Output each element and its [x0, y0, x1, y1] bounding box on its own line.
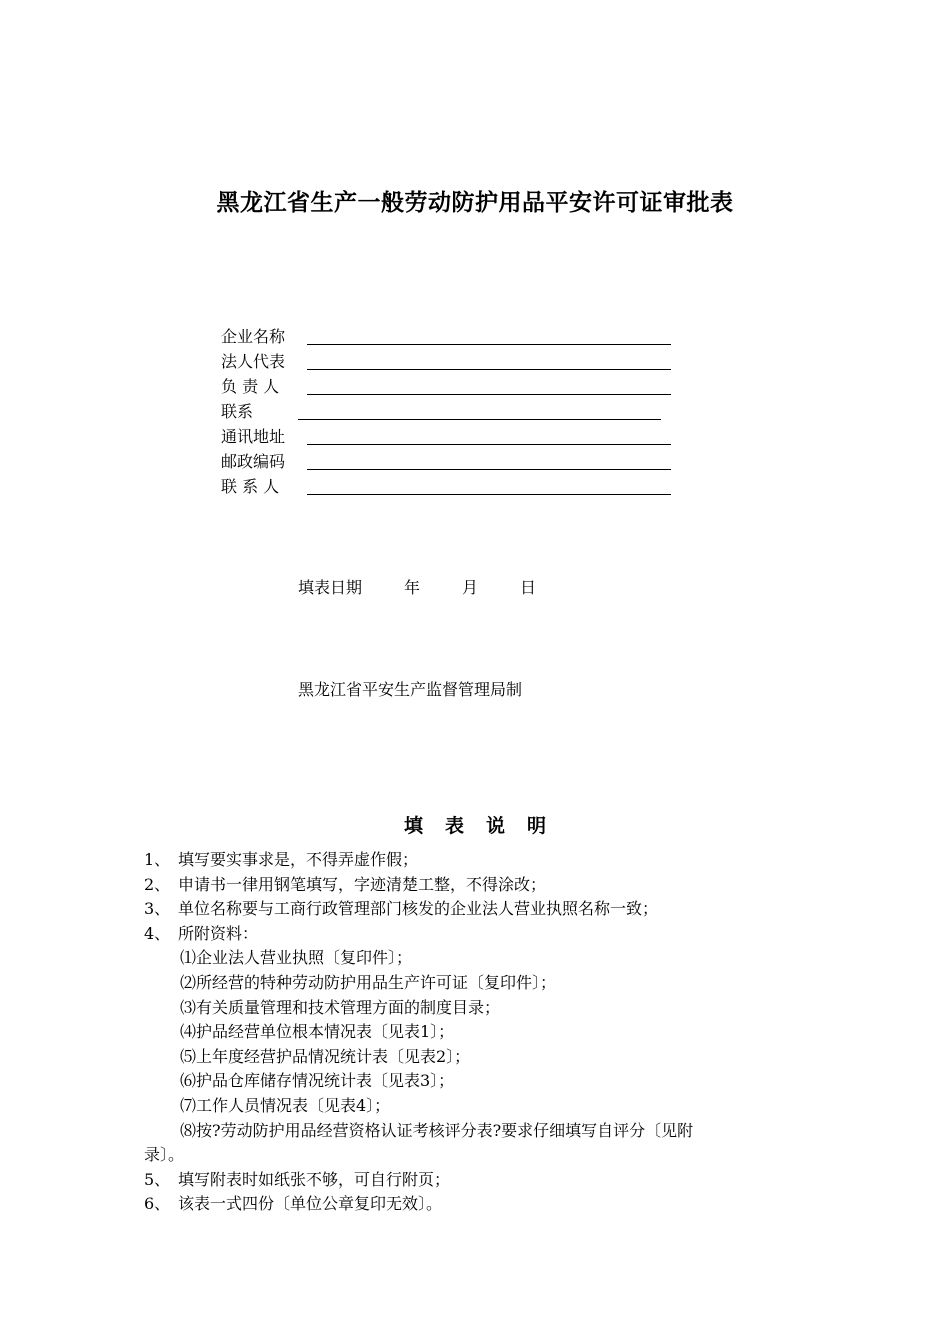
fill-date — [298, 575, 536, 598]
list-item — [144, 1192, 814, 1217]
field-label: 邮政编码 — [221, 452, 286, 471]
field-label: 法人代表 — [221, 352, 286, 371]
instructions-list — [144, 848, 814, 1217]
field-contact-person — [221, 476, 681, 501]
field-label: 负 责 人 — [221, 377, 280, 396]
item-number: 6、 — [144, 1194, 171, 1214]
field-postal-code — [221, 451, 681, 476]
fill-in-line[interactable] — [307, 369, 671, 370]
fill-in-line[interactable] — [307, 394, 671, 395]
list-item — [144, 873, 814, 898]
list-item — [144, 848, 814, 873]
field-contact — [221, 401, 681, 426]
item-text: 该表一式四份〔单位公章复印无效〕。 — [178, 1194, 443, 1214]
item-text: 申请书一律用钢笔填写，字迹清楚工整，不得涂改； — [178, 874, 547, 894]
list-item — [144, 897, 814, 922]
item-number: 4、 — [144, 923, 171, 943]
field-label: 企业名称 — [221, 327, 286, 346]
list-item — [144, 922, 814, 947]
attachment-item: ⑷护品经营单位根本情况表〔见表1〕； — [180, 1022, 455, 1042]
attachment-item: ⑺工作人员情况表〔见表4〕； — [180, 1095, 391, 1115]
fill-in-line[interactable] — [307, 469, 671, 470]
fill-date-month: 月 — [462, 578, 479, 597]
item-number: 1、 — [144, 850, 171, 869]
fill-in-line[interactable] — [298, 419, 661, 420]
item-number: 2、 — [144, 874, 171, 894]
instructions-title: 填表说明 — [403, 815, 568, 837]
attachment-item: ⑴企业法人营业执照〔复印件〕； — [180, 948, 413, 968]
field-label: 联 系 人 — [221, 477, 280, 496]
field-label: 联系 — [221, 402, 254, 421]
issuing-authority: 黑龙江省平安生产监督管理局制 — [298, 680, 523, 699]
item-text: 所附资料： — [178, 923, 259, 943]
fill-in-line[interactable] — [307, 344, 671, 345]
attachment-item: ⑶有关质量管理和技术管理方面的制度目录； — [180, 997, 501, 1017]
attachment-item: ⑸上年度经营护品情况统计表〔见表2〕； — [180, 1046, 471, 1066]
fill-date-day: 日 — [520, 578, 537, 597]
item-text: 填写要实事求是，不得弄虚作假； — [178, 850, 419, 869]
item-number: 5、 — [144, 1169, 171, 1189]
item-text: 单位名称要与工商行政管理部门核发的企业法人营业执照名称一致； — [178, 899, 659, 919]
fill-date-label: 填表日期 — [298, 578, 363, 597]
field-person-in-charge — [221, 376, 681, 401]
form-title: 黑龙江省生产一般劳动防护用品平安许可证审批表 — [216, 189, 734, 216]
field-label: 通讯地址 — [221, 427, 286, 446]
field-address — [221, 426, 681, 451]
attachment-item: ⑻按?劳动防护用品经营资格认证考核评分表?要求仔细填写自评分〔见附 — [180, 1120, 694, 1140]
fill-in-line[interactable] — [307, 494, 671, 495]
attachment-item-continuation: 录〕。 — [144, 1145, 185, 1165]
applicant-info-fields — [221, 326, 681, 501]
attachment-item: ⑵所经营的特种劳动防护用品生产许可证〔复印件〕； — [180, 972, 557, 992]
attachment-item: ⑹护品仓库储存情况统计表〔见表3〕； — [180, 1071, 455, 1091]
list-item — [144, 1168, 814, 1193]
item-number: 3、 — [144, 899, 171, 919]
field-legal-representative — [221, 351, 681, 376]
fill-date-year: 年 — [404, 578, 421, 597]
fill-in-line[interactable] — [307, 444, 671, 445]
field-company-name — [221, 326, 681, 351]
item-text: 填写附表时如纸张不够，可自行附页； — [178, 1169, 451, 1189]
